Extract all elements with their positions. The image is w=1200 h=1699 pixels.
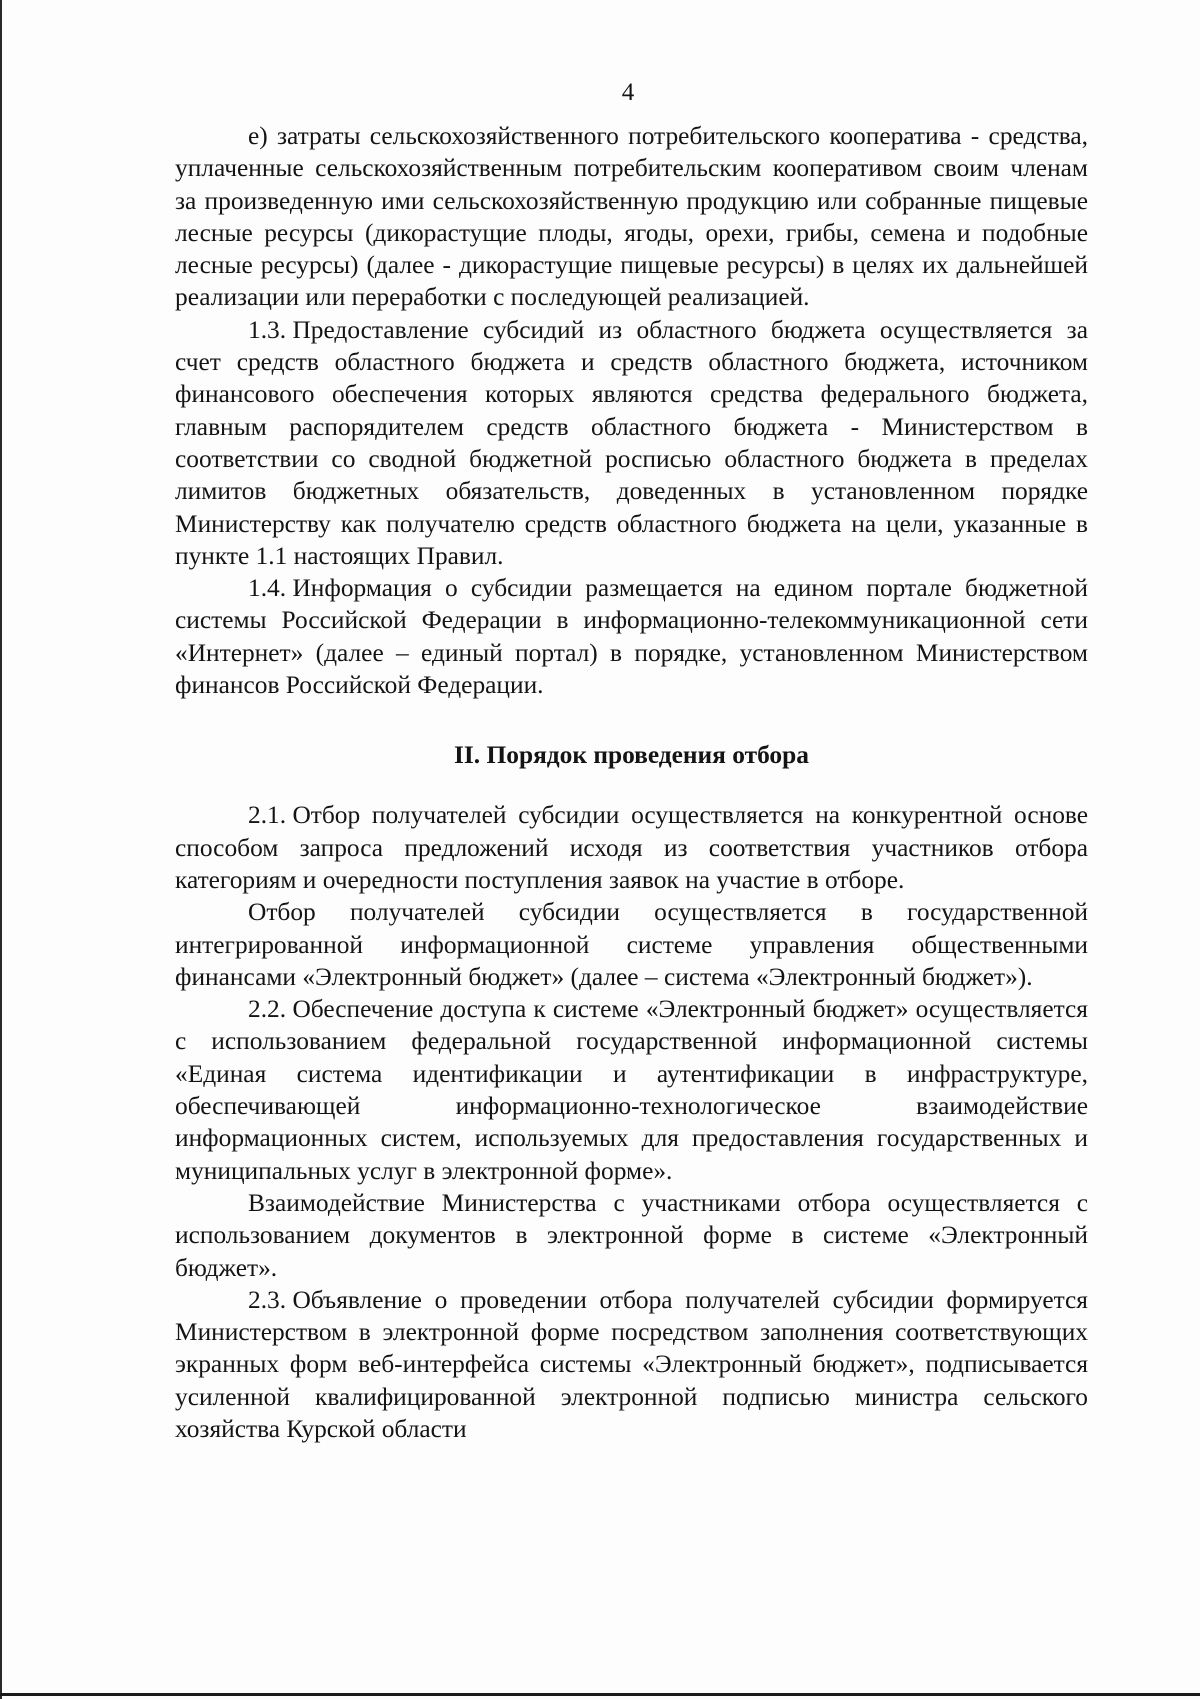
scan-bottom-border: [0, 1693, 1200, 1696]
paragraph-number: 2.2.: [248, 995, 287, 1024]
paragraph-number: 1.4.: [248, 574, 287, 603]
paragraph-text: Обеспечение доступа к системе «Электронный бюджет» осуществляется с использованием федеральной государственной информационной системы «Единая система идентификации и аутентификации в инфраструктуре, обеспечивающей информационно-технологическое взаимодействие информационных систем, используемых для предоставления государственных и муниципальных услуг в электронной форме».: [175, 995, 1088, 1185]
document-body: [175, 120, 1088, 1445]
paragraph-text: е) затраты сельскохозяйственного потребительского кооператива - средства, уплаченные сельскохозяйственным потребительским кооперативом своим членам за произведенную ими сельскохозяйственную продукцию или собранные пищевые лесные ресурсы (дикорастущие плоды, ягоды, орехи, грибы, семена и подобные лесные ресурсы) (далее - дикорастущие пищевые ресурсы) в целях их дальнейшей реализации или переработки с последующей реализацией.: [175, 122, 1088, 312]
paragraph-1-4: [175, 572, 1088, 701]
paragraph-1-3: [175, 314, 1088, 572]
paragraph-e-costs: [175, 120, 1088, 314]
paragraph-text: Информация о субсидии размещается на едином портале бюджетной системы Российской Федерации в информационно-телекоммуникационной сети «Интернет» (далее – единый портал) в порядке, установленном Министерством финансов Российской Федерации.: [175, 574, 1088, 700]
paragraph-selection-system: [175, 896, 1088, 993]
paragraph-text: Предоставление субсидий из областного бюджета осуществляется за счет средств областного бюджета и средств областного бюджета, источником финансового обеспечения которых являются средства федерального бюджета, главным распорядителем средств областного бюджета - Министерством в соответствии со сводной бюджетной росписью областного бюджета в пределах лимитов бюджетных обязательств, доведенных в установленном порядке Министерству как получателю средств областного бюджета на цели, указанные в пункте 1.1 настоящих Правил.: [175, 315, 1088, 570]
paragraph-2-2: [175, 993, 1088, 1187]
paragraph-2-3: [175, 1284, 1088, 1445]
paragraph-text: Отбор получателей субсидии осуществляется в государственной интегрированной информационной системе управления общественными финансами «Электронный бюджет» (далее – система «Электронный бюджет»).: [175, 898, 1088, 991]
section-heading: II. Порядок проведения отбора: [454, 741, 809, 770]
paragraph-text: Взаимодействие Министерства с участниками отбора осуществляется с использованием документов в электронной форме в системе «Электронный бюджет».: [175, 1188, 1088, 1282]
paragraph-number: 2.3.: [248, 1285, 287, 1314]
paragraph-text: Объявление о проведении отбора получателей субсидии формируется Министерством в электронной форме посредством заполнения соответствующих экранных форм веб-интерфейса системы «Электронный бюджет», подписывается усиленной квалифицированной электронной подписью министра сельского хозяйства Курской области: [175, 1285, 1088, 1443]
scan-left-border: [0, 0, 2, 1699]
paragraph-text: Отбор получателей субсидии осуществляется на конкурентной основе способом запроса предложений исходя из соответствия участников отбора категориям и очередности поступления заявок на участие в отборе.: [175, 801, 1088, 894]
paragraph-number: 2.1.: [248, 801, 287, 830]
paragraph-interaction: [175, 1187, 1088, 1284]
page-number: 4: [621, 79, 635, 106]
paragraph-2-1: [175, 799, 1088, 896]
paragraph-number: 1.3.: [248, 315, 287, 344]
